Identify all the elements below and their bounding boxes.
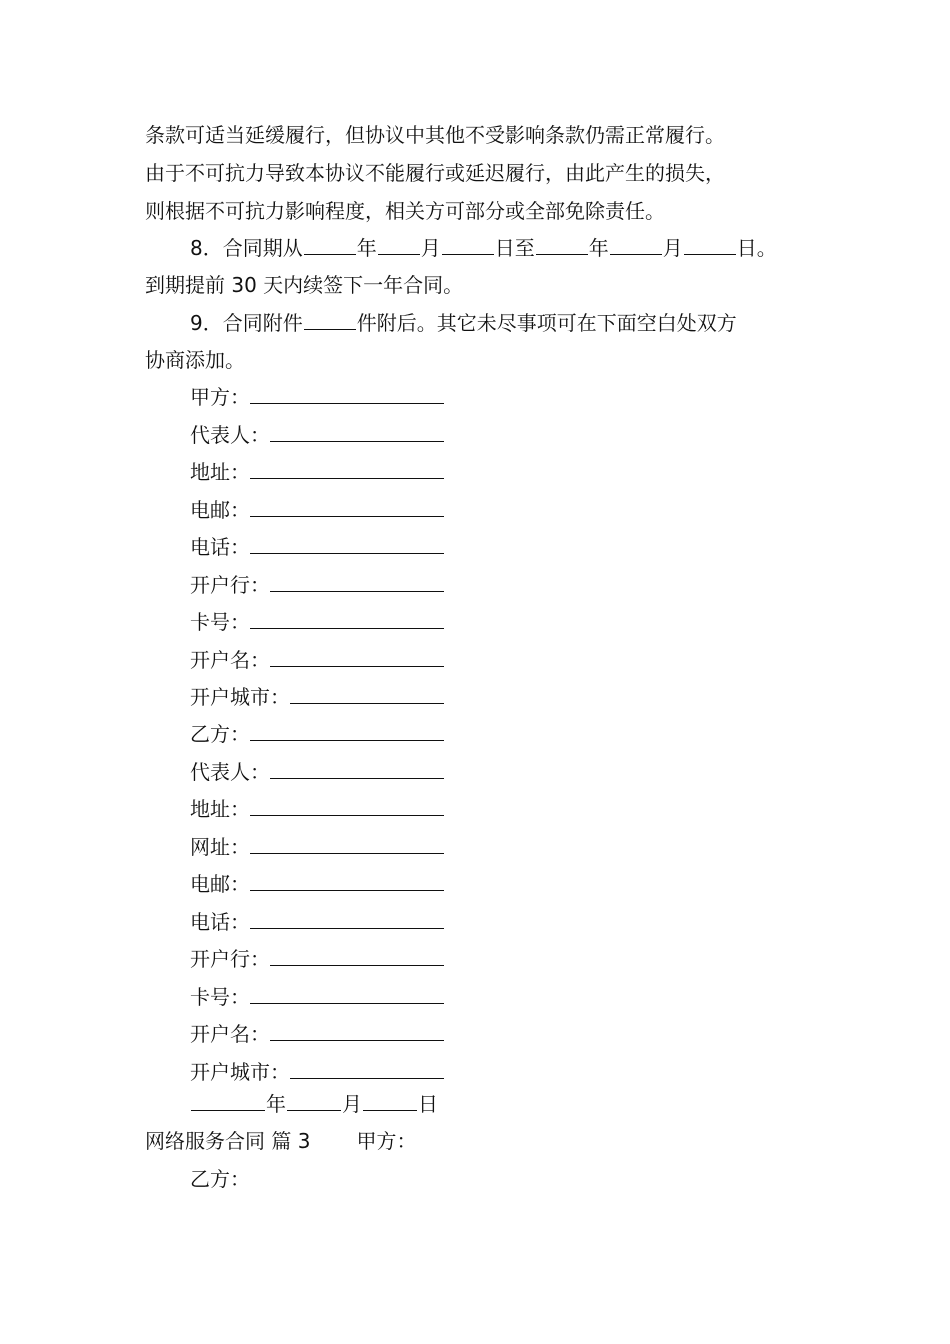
- signature-field-row: [190, 571, 444, 599]
- field-label: 开户城市：: [190, 1059, 290, 1084]
- day-to-label: 日至: [494, 236, 535, 260]
- field-input-line[interactable]: [250, 533, 444, 554]
- paragraph-line: 则根据不可抗力影响程度，相关方可部分或全部免除责任。: [145, 199, 665, 223]
- field-input-line[interactable]: [250, 833, 444, 854]
- day-label: 日: [418, 1092, 438, 1116]
- party-b-label: 乙方：: [190, 1167, 250, 1191]
- clause-8: [190, 234, 777, 262]
- signature-field-row: [190, 870, 444, 898]
- signature-field-row: [190, 908, 444, 936]
- signature-field-row: [190, 496, 444, 524]
- field-input-line[interactable]: [290, 1058, 444, 1079]
- attachment-count-blank[interactable]: [304, 309, 356, 330]
- signature-field-row: [190, 608, 444, 636]
- end-year-blank[interactable]: [536, 234, 588, 255]
- field-input-line[interactable]: [270, 1020, 444, 1041]
- sign-year-blank[interactable]: [191, 1090, 265, 1111]
- field-input-line[interactable]: [250, 908, 444, 929]
- field-label: 开户名：: [190, 647, 270, 672]
- paragraph-line: 协商添加。: [145, 348, 245, 372]
- signature-field-row: [190, 945, 444, 973]
- field-label: 开户城市：: [190, 685, 290, 709]
- signature-field-row: [190, 458, 444, 486]
- field-label: 网址：: [190, 834, 250, 859]
- signature-field-row: [190, 683, 444, 711]
- year-label: 年: [266, 1092, 286, 1116]
- field-label: 电邮：: [190, 872, 250, 896]
- end-month-blank[interactable]: [610, 234, 662, 255]
- paragraph-line: 到期提前 30 天内续签下一年合同。: [145, 273, 464, 297]
- signature-field-row: [190, 533, 444, 561]
- field-input-line[interactable]: [270, 646, 444, 667]
- sign-day-blank[interactable]: [363, 1090, 417, 1111]
- paragraph-line: 条款可适当延缓履行，但协议中其他不受影响条款仍需正常履行。: [145, 123, 725, 147]
- field-input-line[interactable]: [250, 795, 444, 816]
- field-label: 卡号：: [190, 984, 250, 1009]
- start-day-blank[interactable]: [442, 234, 494, 255]
- party-a-label: 甲方：: [356, 1129, 417, 1153]
- field-input-line[interactable]: [250, 608, 444, 629]
- clause-9-text: 件附后。其它未尽事项可在下面空白处双方: [356, 311, 737, 335]
- signature-field-row: [190, 421, 444, 449]
- field-input-line[interactable]: [250, 870, 444, 891]
- section-title: 网络服务合同 篇 3: [145, 1129, 311, 1153]
- signature-field-row: [190, 1058, 444, 1086]
- field-label: 地址：: [190, 797, 250, 821]
- paragraph-line: 由于不可抗力导致本协议不能履行或延迟履行，由此产生的损失，: [145, 161, 725, 185]
- field-input-line[interactable]: [250, 983, 444, 1004]
- field-label: 代表人：: [190, 759, 270, 784]
- field-label: 开户名：: [190, 1022, 270, 1046]
- field-input-line[interactable]: [250, 458, 444, 479]
- clause-8-label: 8．合同期从: [190, 236, 303, 260]
- field-label: 乙方：: [190, 722, 250, 746]
- day-end-label: 日。: [736, 236, 777, 260]
- section-3-header: [145, 1127, 416, 1155]
- sign-month-blank[interactable]: [287, 1090, 341, 1111]
- field-label: 电邮：: [190, 497, 250, 522]
- field-input-line[interactable]: [250, 496, 444, 517]
- field-input-line[interactable]: [250, 383, 444, 404]
- signature-field-row: [190, 1020, 444, 1048]
- field-input-line[interactable]: [270, 571, 444, 592]
- field-input-line[interactable]: [270, 945, 444, 966]
- field-label: 地址：: [190, 460, 250, 484]
- field-label: 开户行：: [190, 572, 270, 597]
- field-label: 卡号：: [190, 610, 250, 634]
- field-input-line[interactable]: [270, 421, 444, 442]
- field-label: 代表人：: [190, 422, 270, 447]
- signature-field-row: [190, 983, 444, 1011]
- signature-field-row: [190, 833, 444, 861]
- end-day-blank[interactable]: [684, 234, 736, 255]
- field-input-line[interactable]: [250, 720, 444, 741]
- field-label: 甲方：: [190, 385, 250, 409]
- month-label: 月: [420, 236, 441, 260]
- field-label: 电话：: [190, 909, 250, 934]
- signature-field-row: [190, 720, 444, 748]
- signature-field-row: [190, 383, 444, 411]
- start-month-blank[interactable]: [378, 234, 420, 255]
- clause-9-label: 9．合同附件: [190, 311, 303, 335]
- clause-9: [190, 309, 737, 337]
- start-year-blank[interactable]: [304, 234, 356, 255]
- field-label: 开户行：: [190, 947, 270, 971]
- signature-field-row: [190, 646, 444, 674]
- signature-field-row: [190, 795, 444, 823]
- field-label: 电话：: [190, 535, 250, 559]
- month-label: 月: [662, 236, 683, 260]
- field-input-line[interactable]: [270, 758, 444, 779]
- month-label: 月: [342, 1092, 362, 1116]
- year-label: 年: [356, 236, 377, 260]
- field-input-line[interactable]: [290, 683, 444, 704]
- signing-date: [190, 1090, 438, 1118]
- year-label: 年: [588, 236, 609, 260]
- signature-field-row: [190, 758, 444, 786]
